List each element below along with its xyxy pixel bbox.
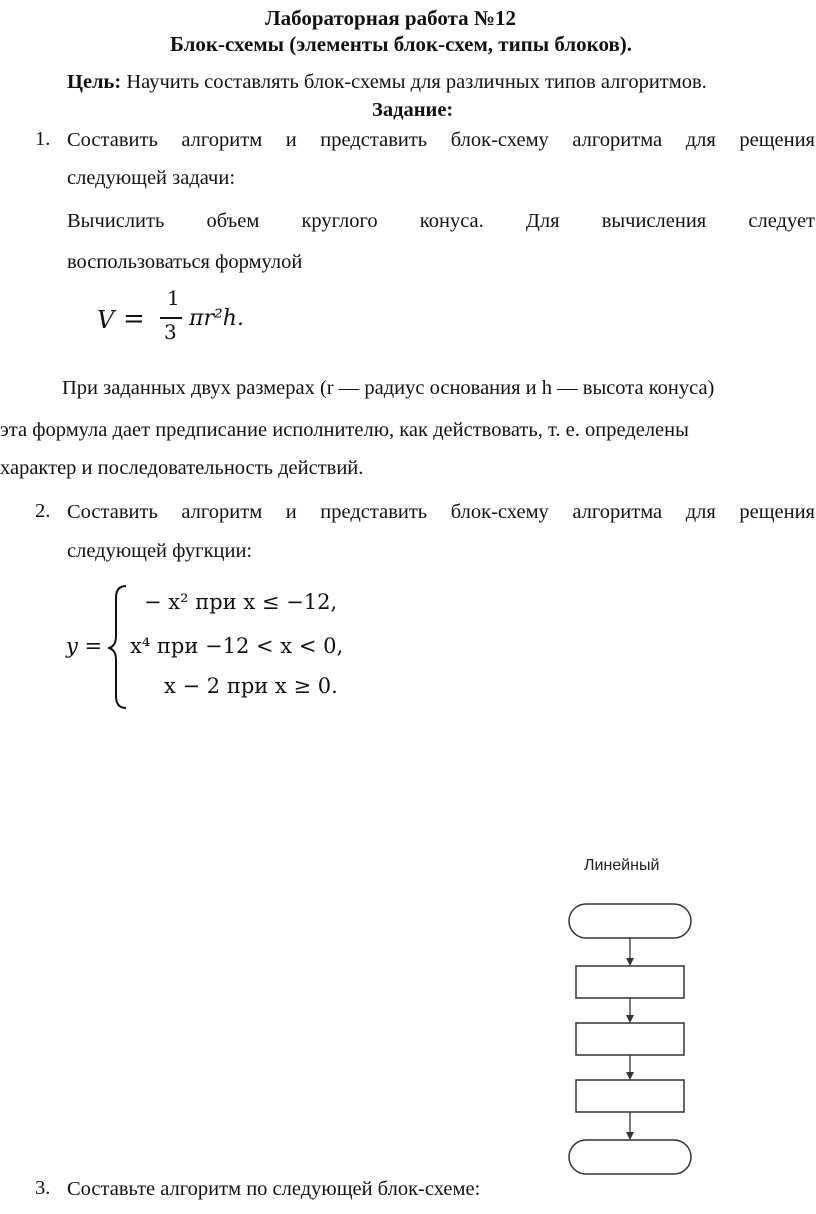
task1-line2: следующей задачи: [67, 167, 236, 189]
task-heading: Задание: [372, 99, 454, 121]
piecewise-case3: x − 2 при x ≥ 0. [164, 674, 338, 698]
flowchart-end-terminator [569, 1140, 691, 1174]
lab-subtitle: Блок-схемы (элементы блок-схем, типы блоков). [170, 32, 633, 56]
piecewise-formula [66, 582, 386, 712]
flowchart-process-block [576, 1023, 684, 1055]
piecewise-case1: − x² при x ≤ −12, [144, 590, 338, 614]
arrowhead-icon [626, 958, 634, 966]
flowchart-process-block [576, 966, 684, 998]
task1-number: 1. [35, 128, 51, 150]
formula-rhs: πr²h. [189, 306, 244, 331]
task2-line2: следующей фугкции: [67, 540, 253, 562]
task3-text: Составьте алгоритм по следующей блок-схеме: [67, 1178, 481, 1200]
goal-label: Цель: [67, 71, 122, 93]
paragraph-line1: При заданных двух размерах (r — радиус основания и h — высота конуса) [62, 377, 715, 399]
goal-text: Научить составлять блок-схемы для различных типов алгоритмов. [121, 71, 707, 93]
formula-denominator: 3 [164, 320, 177, 344]
arrowhead-icon [626, 1072, 634, 1080]
formula-equals: = [123, 304, 145, 334]
formula-numerator: 1 [167, 286, 180, 310]
paragraph-line3: характер и последовательность действий. [0, 457, 364, 479]
task1-line3: Вычислить объем круглого конуса. Для вычисления следует [67, 210, 815, 232]
arrowhead-icon [626, 1132, 634, 1140]
task3-number: 3. [35, 1177, 51, 1199]
piecewise-lhs: y = [66, 634, 103, 658]
task1-line4: воспользоваться формулой [67, 251, 303, 273]
arrowhead-icon [626, 1015, 634, 1023]
goal-line [67, 70, 707, 95]
task2-line1: Составить алгоритм и представить блок-схему алгоритма для рещения [67, 501, 815, 523]
task2-number: 2. [35, 500, 51, 522]
paragraph-line2: эта формула дает предписание исполнителю, как действовать, т. е. определены [0, 419, 689, 441]
linear-flowchart [555, 852, 705, 1192]
formula-fraction-bar [160, 317, 182, 319]
piecewise-case2: x⁴ при −12 < x < 0, [130, 634, 344, 658]
flowchart-title: Линейный [584, 857, 660, 874]
lab-title: Лабораторная работа №12 [265, 6, 516, 30]
task1-line1: Составить алгоритм и представить блок-схему алгоритма для рещения [67, 129, 815, 151]
flowchart-process-block [576, 1080, 684, 1112]
curly-brace-icon [108, 582, 130, 712]
flowchart-start-terminator [569, 904, 691, 938]
formula-lhs: V [97, 306, 115, 334]
